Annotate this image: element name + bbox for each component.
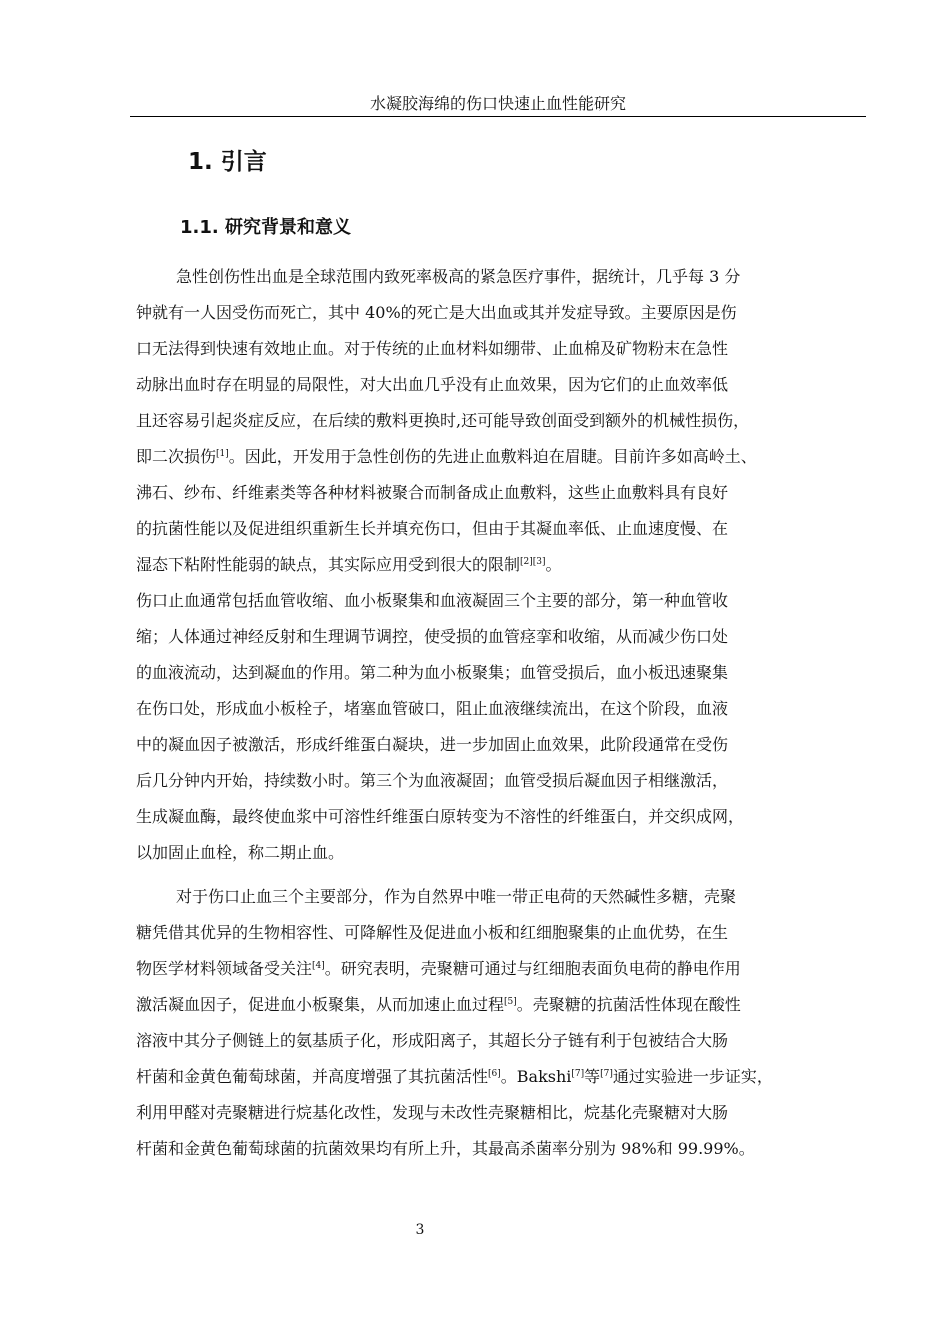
text-run: 。研究表明，壳聚糖可通过与红细胞表面负电荷的静电作用 — [324, 959, 741, 978]
paragraph1-line-1: 急性创伤性出血是全球范围内致死率极高的紧急医疗事件，据统计，几乎每 3 分 — [176, 267, 741, 286]
page-number: 3 — [415, 1222, 425, 1238]
running-header: 水凝胶海绵的伤口快速止血性能研究 — [369, 94, 626, 113]
paragraph2-line-4: 在伤口处，形成血小板栓子，堵塞血管破口，阻止血液继续流出，在这个阶段，血液 — [136, 699, 729, 718]
text-run: 激活凝血因子，促进血小板聚集，从而加速止血过程 — [136, 995, 505, 1014]
paragraph3-line-5: 溶液中其分子侧链上的氨基质子化，形成阳离子，其超长分子链有利于包被结合大肠 — [136, 1031, 729, 1050]
header-rule — [130, 116, 866, 117]
text-run: 通过实验进一步证实， — [612, 1067, 773, 1086]
text-run: 湿态下粘附性能弱的缺点，其实际应用受到很大的限制 — [136, 555, 521, 574]
text-run: 等 — [584, 1067, 601, 1086]
paragraph3-line-2: 糖凭借其优异的生物相容性、可降解性及促进血小板和红细胞聚集的止血优势，在生 — [136, 923, 729, 942]
paragraph2-line-1: 伤口止血通常包括血管收缩、血小板聚集和血液凝固三个主要的部分，第一种血管收 — [136, 591, 729, 610]
paragraph1-line-9 — [0, 555, 950, 575]
citation: [1] — [216, 449, 229, 459]
section-heading: 1. 引言 — [188, 149, 267, 175]
citation: [5] — [504, 997, 517, 1007]
paragraph3-line-7: 利用甲醛对壳聚糖进行烷基化改性，发现与未改性壳聚糖相比，烷基化壳聚糖对大肠 — [136, 1103, 729, 1122]
paragraph2-line-7: 生成凝血酶，最终使血浆中可溶性纤维蛋白原转变为不溶性的纤维蛋白，并交织成网， — [136, 807, 745, 826]
citation: [4] — [312, 961, 325, 971]
citation: [6] — [488, 1069, 501, 1079]
text-run: 。壳聚糖的抗菌活性体现在酸性 — [516, 995, 741, 1014]
text-run: 。因此，开发用于急性创伤的先进止血敷料迫在眉睫。目前许多如高岭土、 — [228, 447, 757, 466]
paragraph1-line-6 — [0, 447, 950, 467]
text-run: 物医学材料领域备受关注 — [136, 959, 313, 978]
paragraph1-line-5: 且还容易引起炎症反应，在后续的敷料更换时,还可能导致创面受到额外的机械性损伤， — [136, 411, 750, 430]
text-run: 。 — [545, 555, 562, 574]
citation: [2][3] — [520, 557, 546, 567]
paragraph1-line-3: 口无法得到快速有效地止血。对于传统的止血材料如绷带、止血棉及矿物粉末在急性 — [136, 339, 729, 358]
paragraph1-line-7: 沸石、纱布、纤维素类等各种材料被聚合而制备成止血敷料，这些止血敷料具有良好 — [136, 483, 729, 502]
paragraph1-line-2: 钟就有一人因受伤而死亡，其中 40%的死亡是大出血或其并发症导致。主要原因是伤 — [136, 303, 737, 322]
paragraph3-line-8: 杆菌和金黄色葡萄球菌的抗菌效果均有所上升，其最高杀菌率分别为 98%和 99.99%。 — [136, 1139, 755, 1158]
paragraph3-line-4 — [0, 995, 950, 1015]
citation: [7] — [600, 1069, 613, 1079]
subsection-heading: 1.1. 研究背景和意义 — [180, 217, 351, 238]
paragraph2-line-5: 中的凝血因子被激活，形成纤维蛋白凝块，进一步加固止血效果，此阶段通常在受伤 — [136, 735, 729, 754]
paragraph3-line-1: 对于伤口止血三个主要部分，作为自然界中唯一带正电荷的天然碱性多糖，壳聚 — [176, 887, 737, 906]
paragraph3-line-6 — [0, 1067, 950, 1087]
text-run: 杆菌和金黄色葡萄球菌，并高度增强了其抗菌活性 — [136, 1067, 489, 1086]
paragraph2-line-8: 以加固止血栓，称二期止血。 — [136, 843, 345, 862]
paragraph3-line-3 — [0, 959, 950, 979]
paragraph2-line-2: 缩；人体通过神经反射和生理调节调控，使受损的血管痉挛和收缩，从而减少伤口处 — [136, 627, 729, 646]
paragraph2-line-6: 后几分钟内开始，持续数小时。第三个为血液凝固；血管受损后凝血因子相继激活， — [136, 771, 729, 790]
citation: [7] — [571, 1069, 585, 1079]
paragraph1-line-8: 的抗菌性能以及促进组织重新生长并填充伤口，但由于其凝血率低、止血速度慢、在 — [136, 519, 729, 538]
paragraph1-line-4: 动脉出血时存在明显的局限性，对大出血几乎没有止血效果，因为它们的止血效率低 — [136, 375, 729, 394]
paragraph2-line-3: 的血液流动，达到凝血的作用。第二种为血小板聚集；血管受损后，血小板迅速聚集 — [136, 663, 729, 682]
text-run: 即二次损伤 — [136, 447, 217, 466]
text-run: 。Bakshi — [500, 1067, 572, 1086]
